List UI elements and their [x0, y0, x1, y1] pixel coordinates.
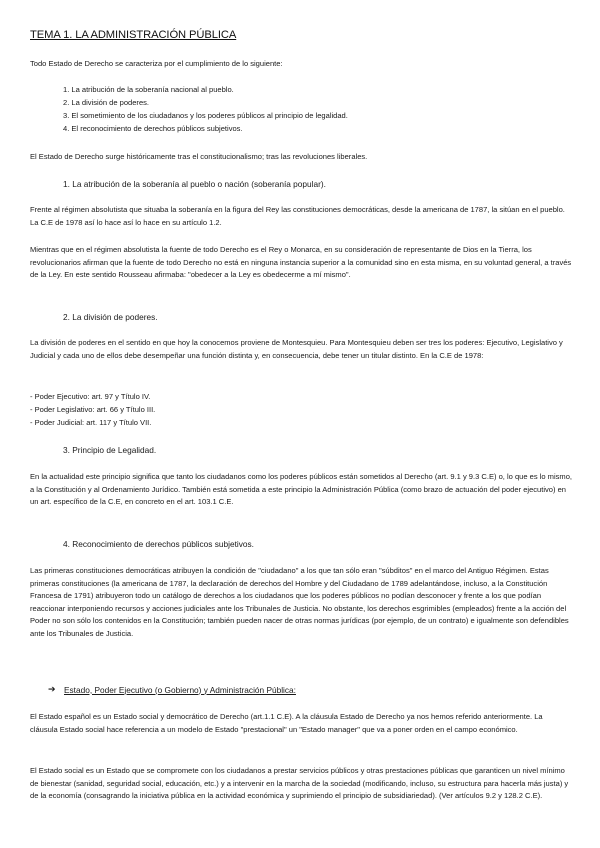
paragraph-separation-powers: La división de poderes en el sentido en que hoy la conocemos proviene de Montesquieu. Para Montesquieu deben ser tres los poderes: Ejecutivo, Legislativo y Judicial y cada uno de ellos debe desempeñar una función distinta y, en consecuencia, debe tener un titular distinto. En la C.E de 1978: — [30, 338, 563, 360]
list-item: 3. El sometimiento de los ciudadanos y los poderes públicos al principio de legalidad. — [63, 110, 348, 120]
subsection-title: Estado, Poder Ejecutivo (o Gobierno) y Administración Pública: — [64, 684, 296, 695]
paragraph-legality: En la actualidad este principio significa que tanto los ciudadanos como los poderes públicos están sometidos al Derecho (art. 9.1 y 9.3 C.E) o, lo que es lo mismo, a la Constitución y al Ordenamiento Jurídico. También está sometida a este principio la Administración Pública (como brazo de actuación del poder ejecutivo) en un art. específico de la C.E, en concreto en el art. 103.1 C.E. — [30, 472, 572, 507]
paragraph-social-state-services: El Estado social es un Estado que se compromete con los ciudadanos a prestar servicios públicos y otras prestaciones públicas que garanticen un nivel mínimo de bienestar (sanidad, seguridad social, educación, etc.) y a intervenir en la marcha de la sociedad (modificando, incluso, su estructura para hacerla más justa) y de la economía (consagrando la iniciativa pública en la actividad económica y suprimiendo el principio de subsidiariedad). (Ver artículos 9.2 y 128.2 C.E). — [30, 766, 569, 801]
list-item: - Poder Ejecutivo: art. 97 y Título IV. — [30, 392, 151, 401]
intro-paragraph: Todo Estado de Derecho se caracteriza por el cumplimiento de lo siguiente: — [30, 59, 283, 68]
section-heading-3: 3. Principio de Legalidad. — [63, 445, 157, 455]
list-item: 4. El reconocimiento de derechos públicos subjetivos. — [63, 123, 243, 133]
section-heading-1: 1. La atribución de la soberanía al pueblo o nación (soberanía popular). — [63, 179, 326, 189]
list-item: - Poder Judicial: art. 117 y Título VII. — [30, 417, 152, 427]
paragraph-subjective-rights: Las primeras constituciones democráticas atribuyen la condición de "ciudadano" a los que tan sólo eran "súbditos" en el marco del Antiguo Régimen. Estas primeras constituciones (la americana de 1787, la declaración de derechos del Hombre y del Ciudadano de 1789 adelantándose, incluso, a la Constitución Francesa de 1791) atribuyeron todo un catálogo de derechos a los ciudadanos que los poderes públicos no podían desconocer y frente a los que podían reaccionar interponiendo recursos y acciones judiciales ante los Tribunales de Justicia. No obstante, los derechos esgrimibles (empleados) frente a la acción del Poder no son sólo los contenidos en la Constitución; también pueden nacer de otras normas jurídicas (por ejemplo, de un contrato) e igualmente son defendibles ante los Tribunales de Justicia. — [30, 566, 569, 638]
list-item: 1. La atribución de la soberanía nacional al pueblo. — [63, 85, 234, 94]
paragraph-social-state: El Estado español es un Estado social y democrático de Derecho (art.1.1 C.E). A la cláusula Estado de Derecho ya nos hemos referido anteriormente. La cláusula Estado social hace referencia a un modelo de Estado "prestacional" un "Estado manager" que va a poner orden en el campo económico. — [30, 712, 543, 734]
requirements-list — [63, 84, 563, 136]
arrow-right-icon: ➔ — [48, 684, 56, 694]
section-heading-2: 2. La división de poderes. — [63, 312, 158, 322]
section-heading-4: 4. Reconocimiento de derechos públicos subjetivos. — [63, 539, 254, 549]
paragraph-sovereignty-2: Mientras que en el régimen absolutista la fuente de todo Derecho es el Rey o Monarca, en su consideración de representante de Dios en la Tierra, los revolucionarios afirman que la fuente de todo Derecho no está en ninguna instancia superior a la comunidad sino en esta misma, en su voluntad general, a través de la Ley. En este sentido Rousseau afirmaba: "obedecer a la Ley es obedecerme a mí mismo". — [30, 245, 572, 280]
page-title: TEMA 1. LA ADMINISTRACIÓN PÚBLICA — [30, 29, 237, 41]
list-item: 2. La división de poderes. — [63, 97, 150, 107]
subsection-heading — [48, 684, 296, 695]
origin-paragraph: El Estado de Derecho surge históricamente tras el constitucionalismo; tras las revoluciones liberales. — [30, 152, 368, 161]
paragraph-sovereignty-1: Frente al régimen absolutista que situaba la soberanía en la figura del Rey las constituciones democráticas, desde la americana de 1787, la sitúan en el pueblo. La C.E de 1978 así lo hace así lo hace en su artículo 1.2. — [30, 205, 565, 227]
powers-list — [30, 391, 572, 429]
list-item: - Poder Legislativo: art. 66 y Título III. — [30, 404, 156, 414]
